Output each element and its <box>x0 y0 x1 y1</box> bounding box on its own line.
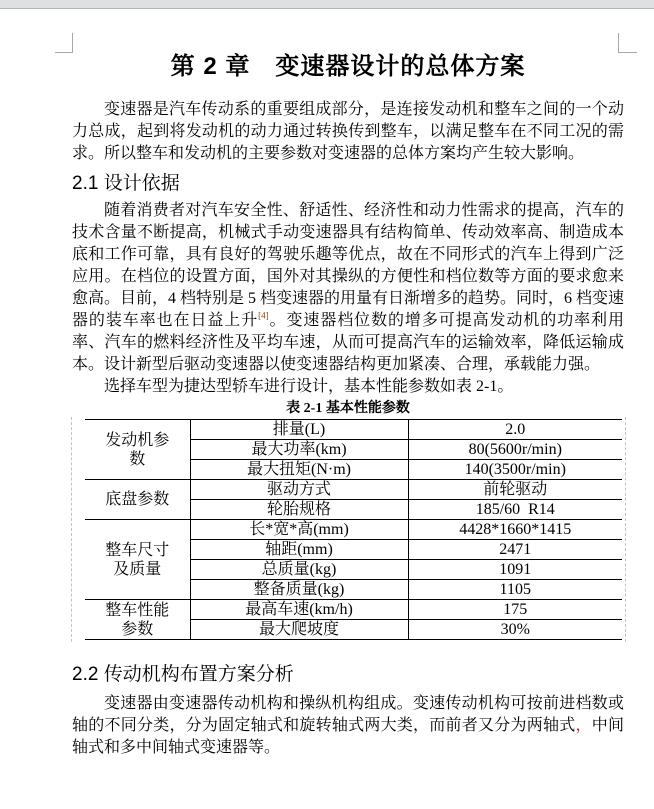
value-cell: 140(3500r/min) <box>408 460 622 480</box>
category-cell-engine <box>85 420 190 480</box>
param-cell: 最大爬坡度 <box>190 620 408 640</box>
table-region <box>72 419 624 640</box>
layout-text-after-red-comma: 中间轴式和多中间轴式变速器等。 <box>72 717 624 756</box>
param-cell: 整备质量(kg) <box>190 580 408 600</box>
value-cell: 30% <box>408 620 622 640</box>
value-cell: 185/60 R14 <box>408 500 622 520</box>
text-boundary-dashed-left <box>71 417 72 642</box>
param-cell: 最大扭矩(N·m) <box>190 460 408 480</box>
intro-paragraph: 变速器是汽车传动系的重要组成部分，是连接发动机和整车之间的一个动力总成，起到将发动机的动力通过转换传到整车，以满足整车在不同工况的需求。所以整车和发动机的主要参数对变速器的总体方案均产生较大影响。 <box>72 101 624 162</box>
param-cell: 轮胎规格 <box>190 500 408 520</box>
category-label: 整车性能参数 <box>105 601 170 638</box>
category-label: 底盘参数 <box>105 491 170 508</box>
category-cell-performance <box>85 600 190 640</box>
design-basis-paragraph <box>72 200 624 376</box>
table-row <box>85 520 622 540</box>
value-cell: 80(5600r/min) <box>408 440 622 460</box>
page-content <box>0 51 654 759</box>
car-selection-paragraph: 选择车型为捷达型轿车进行设计，基本性能参数如表 2-1。 <box>104 378 514 395</box>
param-cell: 排量(L) <box>190 420 408 440</box>
chapter-title: 第 2 章 变速器设计的总体方案 <box>170 53 526 80</box>
param-cell: 驱动方式 <box>190 480 408 500</box>
category-cell-dimensions <box>85 520 190 600</box>
param-cell: 最大功率(km) <box>190 440 408 460</box>
table-caption: 表 2-1 基本性能参数 <box>286 401 410 416</box>
param-cell: 长*宽*高(mm) <box>190 520 408 540</box>
text-boundary-dashed-right <box>625 417 626 642</box>
value-cell: 前轮驱动 <box>408 480 622 500</box>
table-row <box>85 480 622 500</box>
category-label: 整车尺寸及质量 <box>105 541 170 578</box>
value-cell: 2471 <box>408 540 622 560</box>
param-cell: 最高车速(km/h) <box>190 600 408 620</box>
category-label: 发动机参数 <box>105 431 170 468</box>
value-cell: 2.0 <box>408 420 622 440</box>
category-cell-chassis <box>85 480 190 520</box>
text-boundary-corner-top-left <box>55 33 73 53</box>
red-comma: ， <box>575 717 592 734</box>
value-cell: 1091 <box>408 560 622 580</box>
value-cell: 175 <box>408 600 622 620</box>
design-basis-text-before-ref: 随着消费者对汽车安全性、舒适性、经济性和动力性需求的提高，汽车的技术含量不断提高，机械式手动变速器具有结构简单、传动效率高、制造成本底和工作可靠，具有良好的驾驶乐趣等优点，故在不同形式的汽车上得到广泛应用。在档位的设置方面，国外对其操纵的方便性和档位数等方面的要求愈来愈高。目前，4 档特别是 5 档变速器的用量有日渐增多的趋势。同时，6 档变速器的装车率也在日益上升 <box>72 202 625 329</box>
design-basis-text-after-ref: 。变速器档位数的增多可提高发动机的功率利用率、汽车的燃料经济性及平均车速，从而可提高汽车的运输效率，降低运输成本。设计新型后驱动变速器以使变速器结构更加紧凑、合理，承载能力强。 <box>72 312 624 373</box>
param-cell: 总质量(kg) <box>190 560 408 580</box>
transmission-layout-paragraph <box>72 693 624 759</box>
basic-performance-table <box>85 419 622 640</box>
value-cell: 4428*1660*1415 <box>408 520 622 540</box>
param-cell: 轴距(mm) <box>190 540 408 560</box>
text-boundary-corner-top-right <box>618 33 637 53</box>
value-cell: 1105 <box>408 580 622 600</box>
table-row <box>85 600 622 620</box>
section-heading-2-2: 2.2 传动机构布置方案分析 <box>72 664 294 685</box>
layout-text-before-red-comma: 变速器由变速器传动机构和操纵机构组成。变速传动机构可按前进档数或轴的不同分类，分为固定轴式和旋转轴式两大类，而前者又分为两轴式 <box>72 695 624 734</box>
section-heading-2-1: 2.1 设计依据 <box>72 173 180 194</box>
citation-ref-marker: [4] <box>258 310 269 321</box>
table-row <box>85 420 622 440</box>
page-top-edge <box>0 0 654 9</box>
